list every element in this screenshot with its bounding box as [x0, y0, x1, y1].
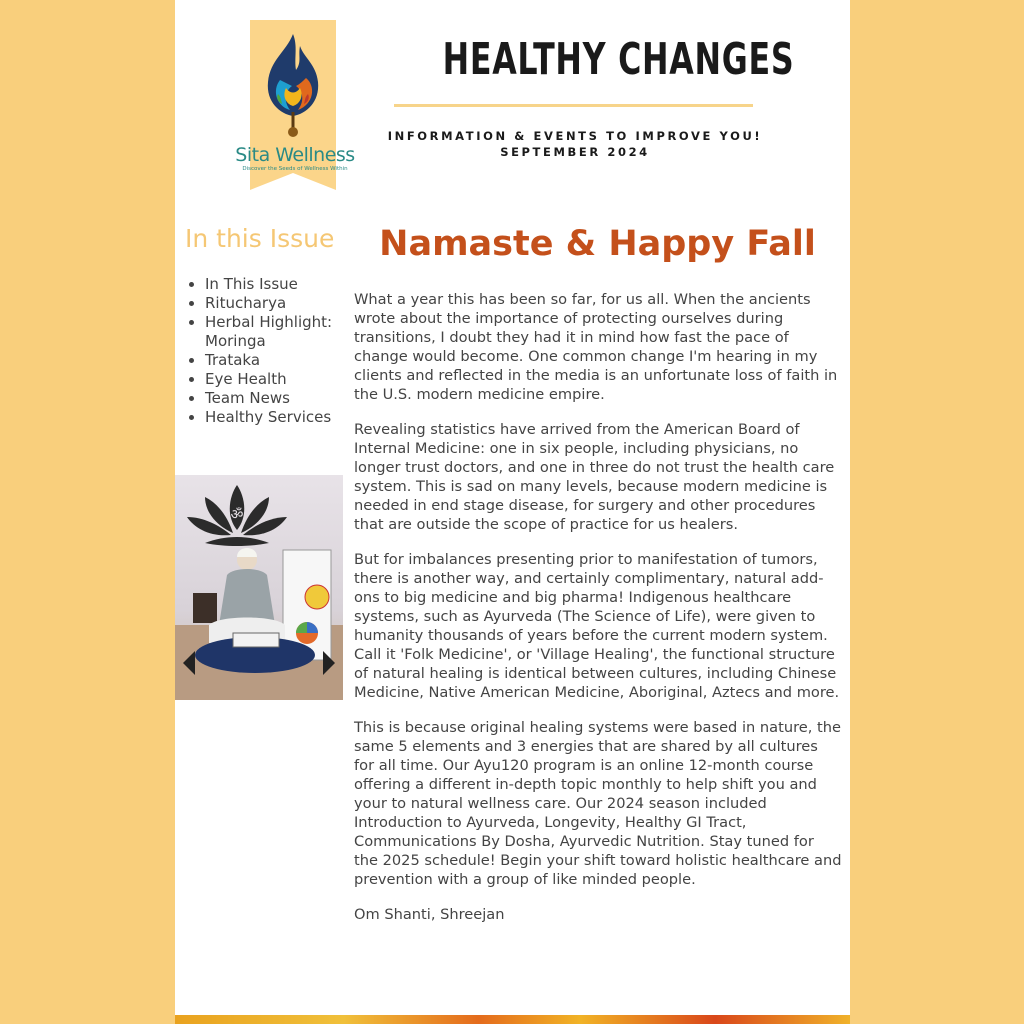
title-divider [394, 104, 753, 107]
subtitle-tagline: INFORMATION & EVENTS TO IMPROVE YOU! [387, 129, 763, 143]
article-heading: Namaste & Happy Fall [379, 224, 816, 264]
article-paragraph: What a year this has been so far, for us all. When the ancients wrote about the importance of protecting ourselves during transitions, I doubt they had it in mind how fast the pace of change would become. One common change I'm hearing in my clients and reflected in the media is an unfortunate loss of faith in the U.S. modern medicine empire. [354, 291, 838, 403]
yoga-teacher-photo [175, 475, 343, 700]
article-body [354, 290, 842, 940]
toc-item: • Trataka [205, 351, 355, 370]
logo-brand-name: Sita Wellness [235, 144, 355, 166]
toc-list [185, 275, 355, 427]
toc-item: • Team News [205, 389, 355, 408]
flame-logo-icon [258, 32, 328, 142]
logo-tagline: Discover the Seeds of Wellness Within [242, 166, 348, 172]
autumn-leaves-footer-image [175, 1015, 850, 1024]
issue-date: SEPTEMBER 2024 [500, 145, 650, 159]
newsletter-subtitle [375, 128, 775, 160]
toc-item: • Eye Health [205, 370, 355, 389]
toc-item: • Ritucharya [205, 294, 355, 313]
article-paragraph: But for imbalances presenting prior to manifestation of tumors, there is another way, and certainly complimentary, natural add-ons to big medicine and big pharma! Indigenous healthcare systems, such as Ayurveda (The Science of Life), were given to humanity thousands of years before the current modern system. Call it 'Folk Medicine', or 'Village Healing', the functional structure of natural healing is identical between cultures, including Chinese Medicine, Native American Medicine, Aboriginal, Aztecs and more. [354, 551, 840, 701]
toc-heading: In this Issue [185, 224, 335, 253]
article-signature: Om Shanti, Shreejan [354, 906, 505, 923]
article-paragraph: This is because original healing systems were based in nature, the same 5 elements and 3 energies that are shared by all cultures for all time. Our Ayu120 program is an online 12-month course offering a different in-depth topic monthly to help shift you and your to natural wellness care. Our 2024 season included Introduction to Ayurveda, Longevity, Healthy GI Tract, Communications By Dosha, Ayurvedic Nutrition. Stay tuned for the 2025 schedule! Begin your shift toward holistic healthcare and prevention with a group of like minded people. [354, 719, 842, 888]
photo-scene [175, 475, 343, 700]
toc-item: • Herbal Highlight: Moringa [205, 313, 355, 351]
toc-item: • In This Issue [205, 275, 355, 294]
article-paragraph: Revealing statistics have arrived from the American Board of Internal Medicine: one in six people, including physicians, no longer trust doctors, and one in three do not trust the health care system. This is sad on many levels, because modern medicine is needed in end stage disease, for surgery and other procedures that are outside the scope of practice for us healers. [354, 421, 835, 533]
toc-item: • Healthy Services [205, 408, 355, 427]
newsletter-title: HEALTHY CHANGES [442, 34, 795, 85]
om-symbol: ॐ [230, 507, 244, 523]
newsletter-page [175, 0, 850, 1024]
